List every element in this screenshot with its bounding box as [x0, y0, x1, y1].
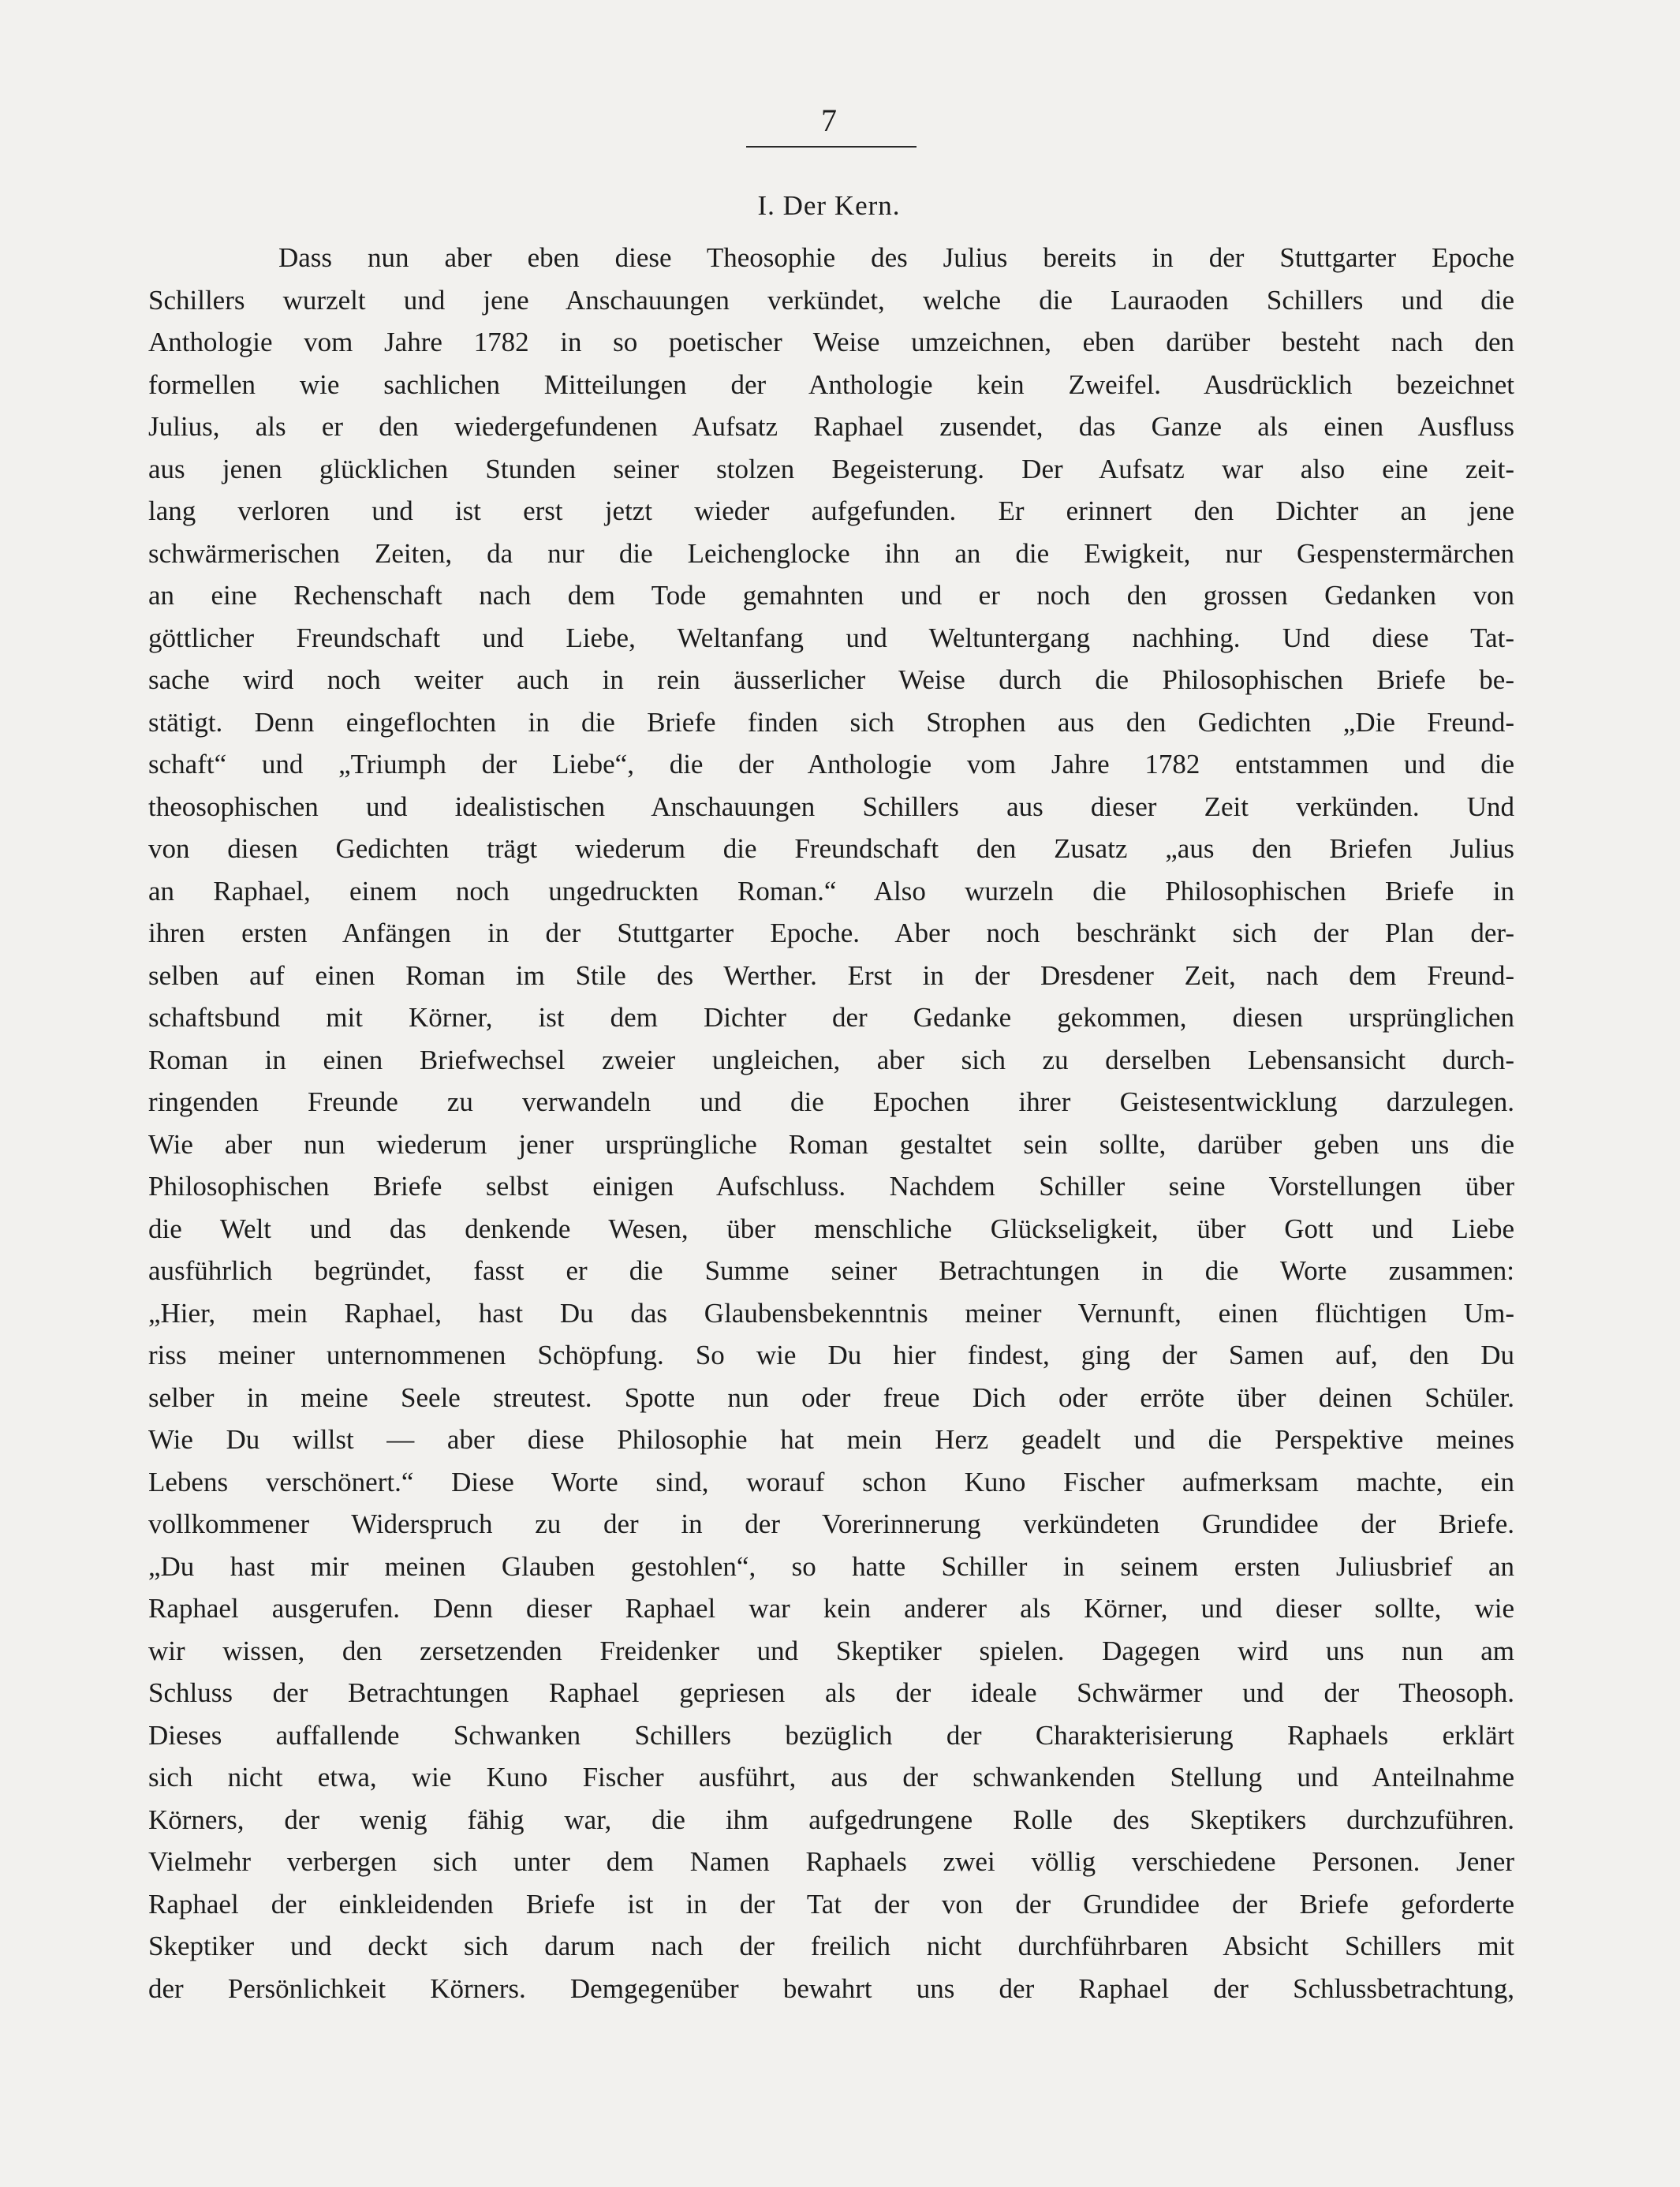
text-line: Wie aber nun wiederum jener ursprüngliche Roman gestaltet sein sollte, darüber geben uns die [148, 1128, 1514, 1160]
text-line: von diesen Gedichten trägt wiederum die Freundschaft den Zusatz „aus den Briefen Julius [148, 833, 1514, 864]
text-line: wir wissen, den zersetzenden Freidenker und Skeptiker spielen. Dagegen wird uns nun am [148, 1635, 1514, 1666]
text-line: an Raphael, einem noch ungedruckten Roman.“ Also wurzeln die Philosophischen Briefe in [148, 875, 1514, 907]
text-line: göttlicher Freundschaft und Liebe, Weltanfang und Weltuntergang nachhing. Und diese Tat- [148, 622, 1514, 653]
text-line: Philosophischen Briefe selbst einigen Aufschluss. Nachdem Schiller seine Vorstellungen über [148, 1171, 1514, 1202]
text-line: ausführlich begründet, fasst er die Summe seiner Betrachtungen in die Worte zusammen: [148, 1255, 1514, 1286]
text-line: Anthologie vom Jahre 1782 in so poetischer Weise umzeichnen, eben darüber besteht nach den [148, 327, 1514, 357]
text-line: an eine Rechenschaft nach dem Tode gemahnten und er noch den grossen Gedanken von [148, 580, 1514, 611]
text-line: ihren ersten Anfängen in der Stuttgarter Epoche. Aber noch beschränkt sich der Plan der- [148, 918, 1514, 948]
text-line: Schillers wurzelt und jene Anschauungen verkündet, welche die Lauraoden Schillers und die [148, 284, 1514, 316]
text-line: schaftsbund mit Körner, ist dem Dichter der Gedanke gekommen, diesen ursprünglichen [148, 1002, 1514, 1033]
text-line: Körners, der wenig fähig war, die ihm aufgedrungene Rolle des Skeptikers durchzuführen. [148, 1804, 1514, 1835]
text-line: Dass nun aber eben diese Theosophie des Julius bereits in der Stuttgarter Epoche [278, 242, 1514, 273]
text-line: schaft“ und „Triumph der Liebe“, die der Anthologie vom Jahre 1782 entstammen und die [148, 749, 1514, 779]
page-number: 7 [821, 103, 837, 138]
text-line: ringenden Freunde zu verwandeln und die Epochen ihrer Geistesentwicklung darzulegen. [148, 1086, 1514, 1117]
text-line: riss meiner unternommenen Schöpfung. So wie Du hier findest, ging der Samen auf, den Du [148, 1340, 1514, 1370]
text-line: Vielmehr verbergen sich unter dem Namen Raphaels zwei völlig verschiedene Personen. Jener [148, 1846, 1514, 1877]
text-line: Dieses auffallende Schwanken Schillers bezüglich der Charakterisierung Raphaels erklärt [148, 1719, 1514, 1751]
text-line: schwärmerischen Zeiten, da nur die Leichenglocke ihn an die Ewigkeit, nur Gespenstermärchen [148, 537, 1514, 569]
text-line: theosophischen und idealistischen Anschauungen Schillers aus dieser Zeit verkünden. Und [148, 791, 1514, 822]
text-line: „Hier, mein Raphael, hast Du das Glaubensbekenntnis meiner Vernunft, einen flüchtigen Um- [148, 1297, 1514, 1329]
page-number-rule [746, 146, 917, 148]
text-line: Skeptiker und deckt sich darum nach der freilich nicht durchführbaren Absicht Schillers mit [148, 1931, 1514, 1961]
text-line: der Persönlichkeit Körners. Demgegenüber bewahrt uns der Raphael der Schlussbetrachtung, [148, 1972, 1514, 2004]
text-line: die Welt und das denkende Wesen, über menschliche Glückseligkeit, über Gott und Liebe [148, 1213, 1514, 1244]
text-line: Lebens verschönert.“ Diese Worte sind, worauf schon Kuno Fischer aufmerksam machte, ein [148, 1466, 1514, 1497]
body-text [148, 237, 1514, 2009]
text-line: lang verloren und ist erst jetzt wieder aufgefunden. Er erinnert den Dichter an jene [148, 495, 1514, 526]
section-heading: I. Der Kern. [757, 190, 901, 221]
text-line: Wie Du willst — aber diese Philosophie hat mein Herz geadelt und die Perspektive meines [148, 1424, 1514, 1455]
text-line: Schluss der Betrachtungen Raphael gepriesen als der ideale Schwärmer und der Theosoph. [148, 1677, 1514, 1708]
text-line: Julius, als er den wiedergefundenen Aufsatz Raphael zusendet, das Ganze als einen Ausfluss [148, 411, 1514, 442]
text-line: Roman in einen Briefwechsel zweier ungleichen, aber sich zu derselben Lebensansicht durch- [148, 1044, 1514, 1075]
text-line: aus jenen glücklichen Stunden seiner stolzen Begeisterung. Der Aufsatz war also eine zeit- [148, 453, 1514, 484]
text-line: Raphael der einkleidenden Briefe ist in der Tat der von der Grundidee der Briefe geforderte [148, 1888, 1514, 1920]
text-line: stätigt. Denn eingeflochten in die Briefe finden sich Strophen aus den Gedichten „Die Freund- [148, 706, 1514, 738]
text-line: „Du hast mir meinen Glauben gestohlen“, so hatte Schiller in seinem ersten Juliusbrief an [148, 1550, 1514, 1582]
text-line: selben auf einen Roman im Stile des Werther. Erst in der Dresdener Zeit, nach dem Freund- [148, 959, 1514, 991]
text-line: vollkommener Widerspruch zu der in der Vorerinnerung verkündeten Grundidee der Briefe. [148, 1508, 1514, 1539]
text-line: selber in meine Seele streutest. Spotte nun oder freue Dich oder erröte über deinen Schüler. [148, 1381, 1514, 1413]
text-line: sache wird noch weiter auch in rein äusserlicher Weise durch die Philosophischen Briefe be- [148, 664, 1514, 695]
text-line: formellen wie sachlichen Mitteilungen der Anthologie kein Zweifel. Ausdrücklich bezeichnet [148, 368, 1514, 400]
text-line: Raphael ausgerufen. Denn dieser Raphael war kein anderer als Körner, und dieser sollte, wie [148, 1593, 1514, 1624]
text-line: sich nicht etwa, wie Kuno Fischer ausführt, aus der schwankenden Stellung und Anteilnahme [148, 1762, 1514, 1793]
